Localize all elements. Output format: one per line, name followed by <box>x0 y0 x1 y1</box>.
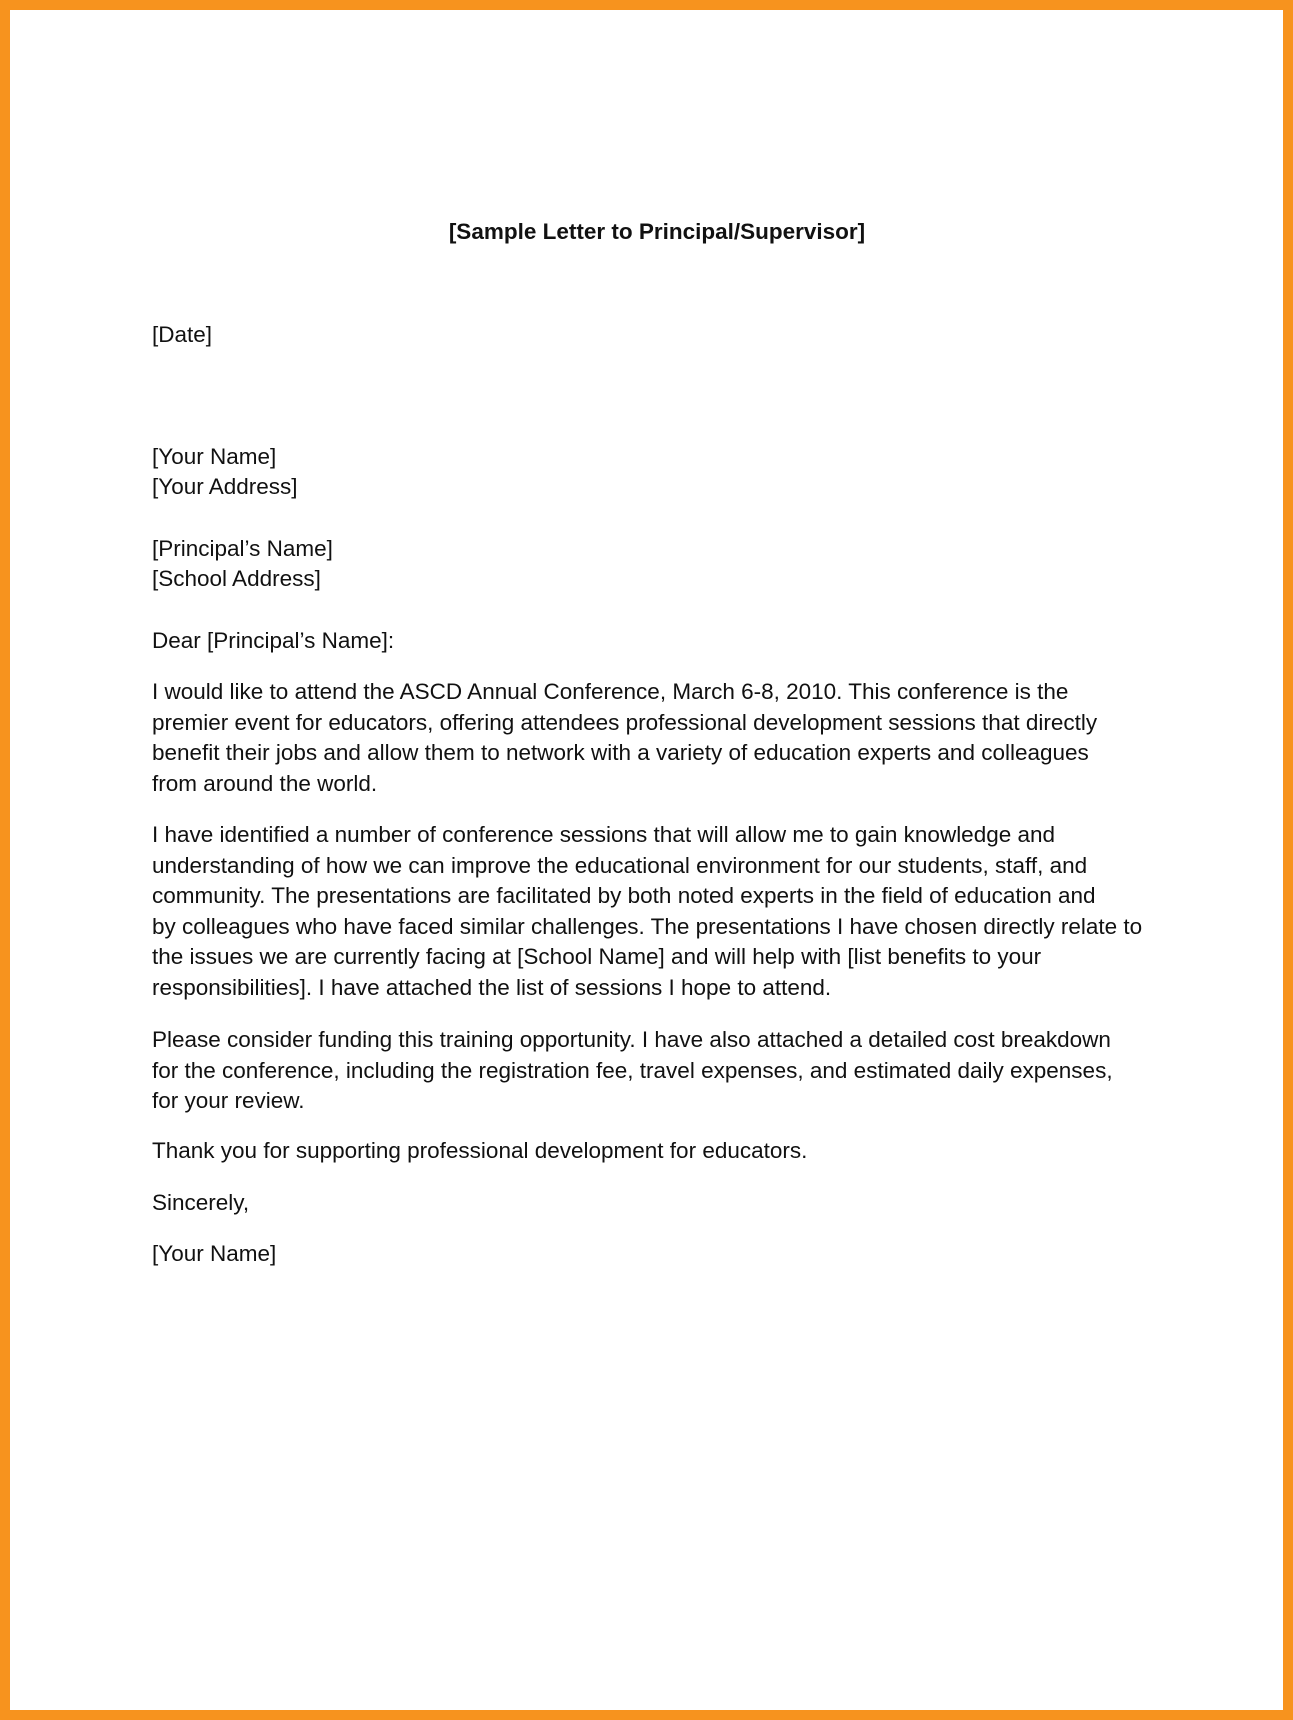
paragraph-line: responsibilities]. I have attached the list of sessions I hope to attend. <box>152 974 832 1000</box>
signature-name: [Your Name] <box>152 1241 277 1266</box>
paragraph-line: premier event for educators, offering attendees professional development sessions that directly <box>152 709 1098 735</box>
paragraph-line: for your review. <box>152 1088 305 1113</box>
recipient-name: [Principal’s Name] <box>152 536 333 561</box>
paragraph-line: from around the world. <box>152 770 378 796</box>
letter-date: [Date] <box>152 322 213 347</box>
paragraph-line: understanding of how we can improve the educational environment for our students, staff, and <box>152 852 1088 878</box>
sender-name: [Your Name] <box>152 444 277 469</box>
paragraph-1 <box>152 677 1162 799</box>
paragraph-line: Please consider funding this training opportunity. I have also attached a detailed cost breakdown <box>152 1027 1111 1052</box>
sender-address: [Your Address] <box>152 474 298 499</box>
paragraph-line: community. The presentations are facilitated by both noted experts in the field of education and <box>152 883 1096 908</box>
paragraph-4 <box>152 1136 1162 1167</box>
paragraph-line: the issues we are currently facing at [School Name] and will help with [list benefits to your <box>152 944 1042 969</box>
paragraph-line: benefit their jobs and allow them to network with a variety of education experts and colleagues <box>152 740 1089 765</box>
paragraph-line: by colleagues who have faced similar challenges. The presentations I have chosen directly relate to <box>152 913 1143 939</box>
paragraph-line: I would like to attend the ASCD Annual Conference, March 6-8, 2010. This conference is the <box>152 679 1069 704</box>
paragraph-2 <box>152 820 1162 1003</box>
salutation: Dear [Principal’s Name]: <box>152 628 395 653</box>
paragraph-line: Thank you for supporting professional development for educators. <box>152 1138 808 1163</box>
paragraph-line: for the conference, including the registration fee, travel expenses, and estimated daily expenses, <box>152 1057 1113 1083</box>
closing: Sincerely, <box>152 1190 250 1215</box>
paragraph-3 <box>152 1025 1162 1117</box>
letter-title: [Sample Letter to Principal/Supervisor] <box>448 219 866 244</box>
paragraph-line: I have identified a number of conference sessions that will allow me to gain knowledge and <box>152 822 1056 847</box>
recipient-address: [School Address] <box>152 566 321 591</box>
